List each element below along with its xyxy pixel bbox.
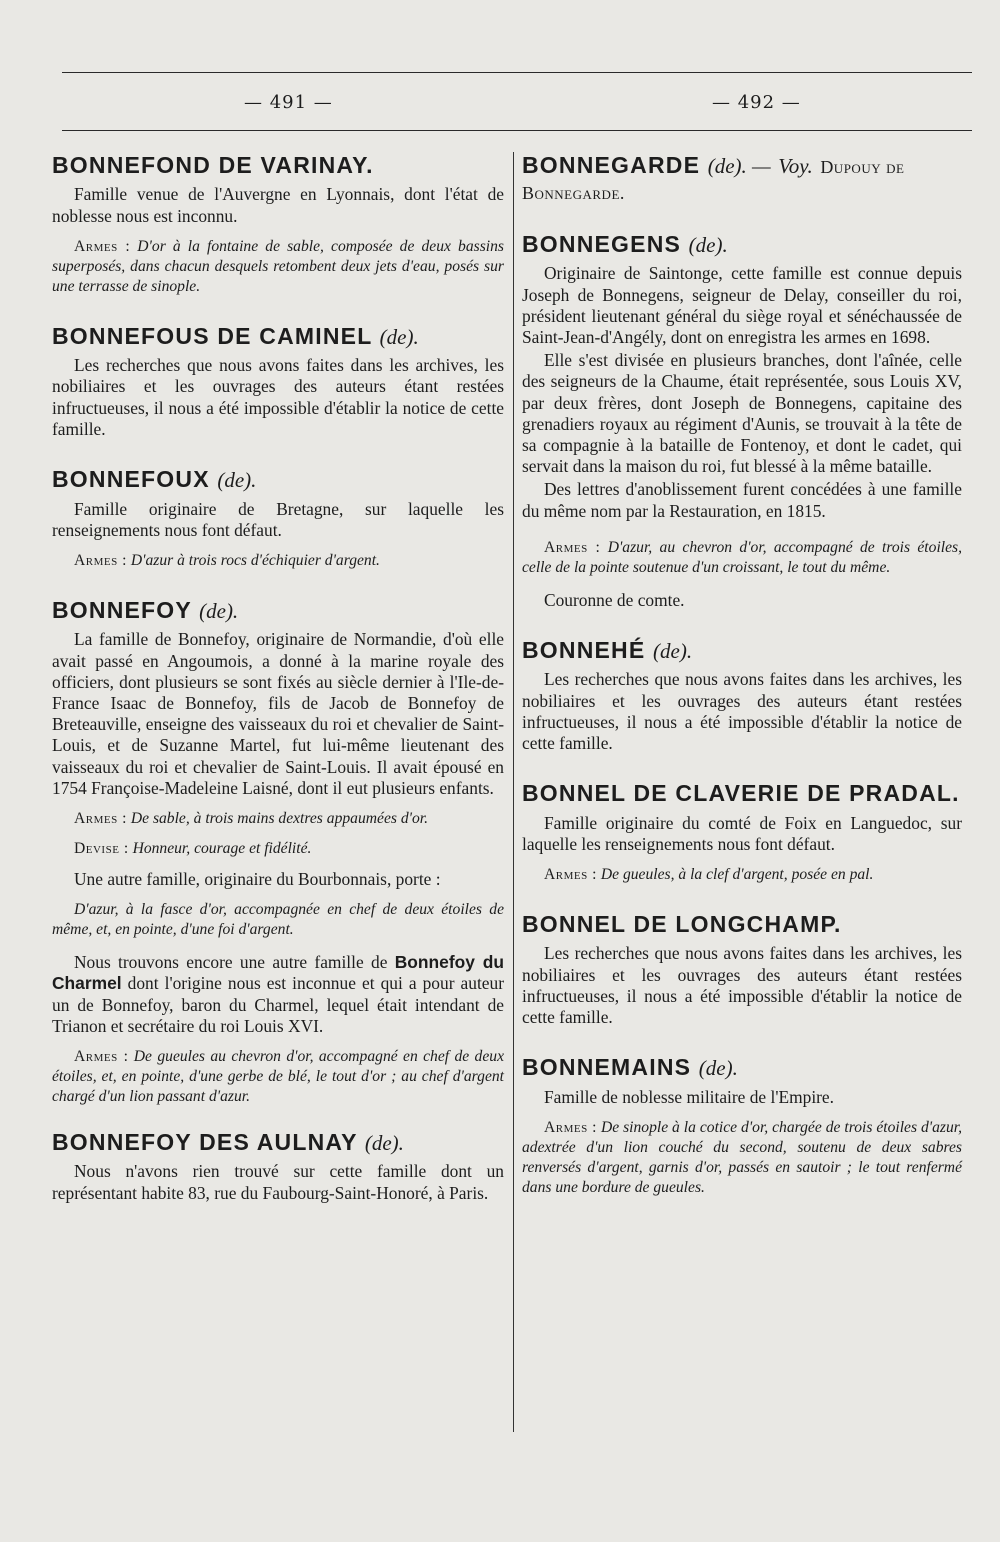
entry-text: Famille de noblesse militaire de l'Empire.: [544, 1086, 835, 1107]
title-text: BONNEFOY: [52, 596, 192, 623]
title-particle: (de).: [688, 232, 728, 257]
left-column: [52, 152, 504, 1220]
title-text: BONNEGENS: [522, 230, 682, 257]
arms: [52, 551, 504, 571]
page-number-right: — 492 —: [712, 92, 801, 113]
arms-label: Armes :: [544, 538, 601, 556]
entry-title: [52, 323, 504, 349]
arms-label: Armes :: [74, 551, 127, 569]
arms: [52, 1047, 504, 1107]
title-text: BONNEFOY DES AULNAY: [52, 1129, 358, 1156]
entry-title: [52, 466, 504, 492]
right-column: [522, 152, 962, 1214]
entry-text: Famille originaire de Bretagne, sur laquelle les renseignements nous font défaut.: [52, 498, 504, 540]
entry-text-2: Elle s'est divisée en plusieurs branches, dont l'aînée, celle des seigneurs de la Chaume, était représentée, sous Louis XV, par deux frères, dont Joseph de Bonnegens, capitaine des grenadiers royaux au régiment d'Aunis, se trouvait à la tête de sa compagnie à la bataille de Fontenoy, et dont le cadet, qui servait dans la maison du roi, fut blessé à la même bataille.: [522, 350, 962, 477]
title-text: BONNEHÉ: [522, 636, 646, 663]
arms: [522, 865, 962, 885]
text-part: dont l'origine nous est inconnue et qui a pour auteur un de Bonnefoy, baron du Charmel, lequel était intendant de Trianon et secrétaire du roi Louis XVI.: [52, 973, 504, 1036]
entry-bonnel-de-claverie: [522, 780, 962, 885]
entry-text: Famille venue de l'Auvergne en Lyonnais, dont l'état de noblesse nous est inconnu.: [52, 184, 504, 226]
entry-text-3: [52, 952, 504, 1037]
entry-text: La famille de Bonnefoy, originaire de Normandie, d'où elle avait passé en Angoumois, a donné à la marine royale des officiers, dont plusieurs se sont fixés au siècle dernier à l'Ile-de-France Isaac de Bonnefoy, fils de Jacob de Bonnefoy de Breteauville, enseigne des vaisseaux du roi et chevalier de Saint-Louis, et de Suzanne Martel, fut lui-même lieutenant des vaisseaux du roi et chevalier de Saint-Louis. Il avait épousé en 1754 Françoise-Madeleine Laisné, dont il eut plusieurs enfants.: [52, 629, 504, 798]
entry-title: [522, 1054, 962, 1080]
cross-reference: Dupouy de Bonnegarde.: [522, 157, 905, 204]
arms-label: Armes :: [544, 866, 597, 884]
see-label: Voy.: [778, 154, 813, 178]
arms-text: De sinople à la cotice d'or, chargée de trois étoiles d'azur, adextrée d'un lion couché du second, soutenu de deux sabres renversés d'argent, garnis d'or, passés en sautoir ; le tout renfermé dans une bordure de gueules.: [522, 1118, 963, 1196]
entry-text: Les recherches que nous avons faites dans les archives, les nobiliaires et les ouvrages des auteurs étant restées infructueuses, il nous a été impossible d'établir la notice de cette famille.: [52, 355, 504, 439]
entry-text: Les recherches que nous avons faites dans les archives, les nobiliaires et les ouvrages des auteurs étant restées infructueuses, il nous a été impossible d'établir la notice de cette famille.: [522, 943, 962, 1028]
title-particle: (de).: [199, 598, 239, 623]
title-text: BONNEFOND DE VARINAY.: [52, 152, 374, 178]
entry-bonnehe: [522, 637, 962, 754]
title-particle: (de).: [653, 638, 693, 663]
entry-text-2: Une autre famille, originaire du Bourbonnais, porte :: [74, 869, 441, 889]
arms: [52, 237, 504, 297]
entry-text: Famille originaire du comté de Foix en Languedoc, sur laquelle les renseignements nous font défaut.: [522, 812, 962, 854]
title-particle: (de). —: [707, 154, 771, 178]
title-particle: (de).: [698, 1056, 738, 1081]
entry-text: Les recherches que nous avons faites dans les archives, les nobiliaires et les ouvrages des auteurs étant restées infructueuses, il nous a été impossible d'établir la notice de cette famille.: [522, 669, 962, 753]
entry-title: [52, 597, 504, 623]
arms-text: D'azur, au chevron d'or, accompagné de trois étoiles, celle de la pointe soutenue d'un croissant, le tout du même.: [522, 538, 962, 576]
motto-label: Devise :: [74, 840, 129, 857]
arms: [522, 538, 962, 578]
entry-title: BONNEL DE LONGCHAMP.: [522, 911, 842, 938]
arms-label: Armes :: [74, 810, 127, 827]
entry-bonnefoy-des-aulnay: [52, 1129, 504, 1204]
motto-text: Honneur, courage et fidélité.: [132, 840, 312, 857]
arms-text: De gueules, à la clef d'argent, posée en pal.: [600, 866, 874, 884]
arms-label: Armes :: [74, 1048, 129, 1066]
blazon: D'azur, à la fasce d'or, accompagnée en chef de deux étoiles de même, et, en pointe, d'une foi d'argent.: [52, 901, 504, 939]
crown-note: Couronne de comte.: [544, 589, 685, 610]
title-text: BONNEFOUS DE CAMINEL: [52, 322, 373, 349]
entry-text-3: Des lettres d'anoblissement furent concédées à une famille du même nom par la Restauration, en 1815.: [522, 479, 962, 521]
entry-bonnefond: [52, 152, 504, 297]
entry-text: Originaire de Saintonge, cette famille est connue depuis Joseph de Bonnegens, seigneur de Delay, conseiller du roi, président lieutenant général du siège royal et sénéchaussée de Saint-Jean-d'Angély, dont on enregistra les armes en 1698.: [522, 263, 962, 347]
entry-title: [52, 1129, 504, 1155]
entry-bonnegens: [522, 231, 962, 611]
column-divider: [513, 152, 514, 1432]
arms: [52, 809, 504, 829]
entry-bonnefous: [52, 323, 504, 440]
title-text: BONNEGARDE: [522, 152, 701, 178]
entry-bonnegarde: [522, 152, 962, 205]
top-rule: [62, 72, 972, 73]
arms-label: Armes :: [74, 237, 131, 255]
arms: [522, 1118, 962, 1198]
arms-text: D'or à la fontaine de sable, composée de deux bassins superposés, dans chacun desquels retombent deux jets d'eau, posés sur une terrasse de sinople.: [52, 237, 504, 295]
entry-title: [522, 637, 962, 663]
entry-title: [522, 152, 962, 205]
entry-bonnel-de-longchamp: [522, 911, 962, 1028]
title-text: BONNEMAINS: [522, 1054, 692, 1081]
entry-bonnefoy: [52, 597, 504, 1107]
title-particle: (de).: [217, 468, 257, 493]
text-part: Nous trouvons encore une autre famille de: [74, 952, 388, 973]
entry-title: BONNEL DE CLAVERIE DE PRADAL.: [522, 780, 960, 807]
arms-text: De gueules au chevron d'or, accompagné en chef de deux étoiles, et, en pointe, d'une gerbe de blé, le tout d'or ; au chef d'argent chargé d'un lion passant d'azur.: [52, 1048, 504, 1106]
motto: [52, 839, 504, 859]
arms-text: De sable, à trois mains dextres appaumées d'or.: [130, 810, 428, 827]
arms-text: D'azur à trois rocs d'échiquier d'argent.: [130, 551, 380, 569]
title-text: BONNEFOUX: [52, 466, 210, 493]
title-particle: (de).: [379, 324, 419, 349]
header-rule: [62, 130, 972, 131]
arms-label: Armes :: [544, 1118, 597, 1136]
entry-bonnefoux: [52, 466, 504, 571]
entry-bonnemains: [522, 1054, 962, 1198]
page-number-left: — 491 —: [244, 92, 333, 113]
family-name: Bonnefoy du Charmel: [52, 952, 504, 994]
entry-text: Nous n'avons rien trouvé sur cette famille dont un représentant habite 83, rue du Faubourg-Saint-Honoré, à Paris.: [52, 1161, 504, 1203]
entry-title: [52, 152, 504, 178]
entry-title: [522, 231, 962, 257]
title-particle: (de).: [364, 1131, 404, 1156]
